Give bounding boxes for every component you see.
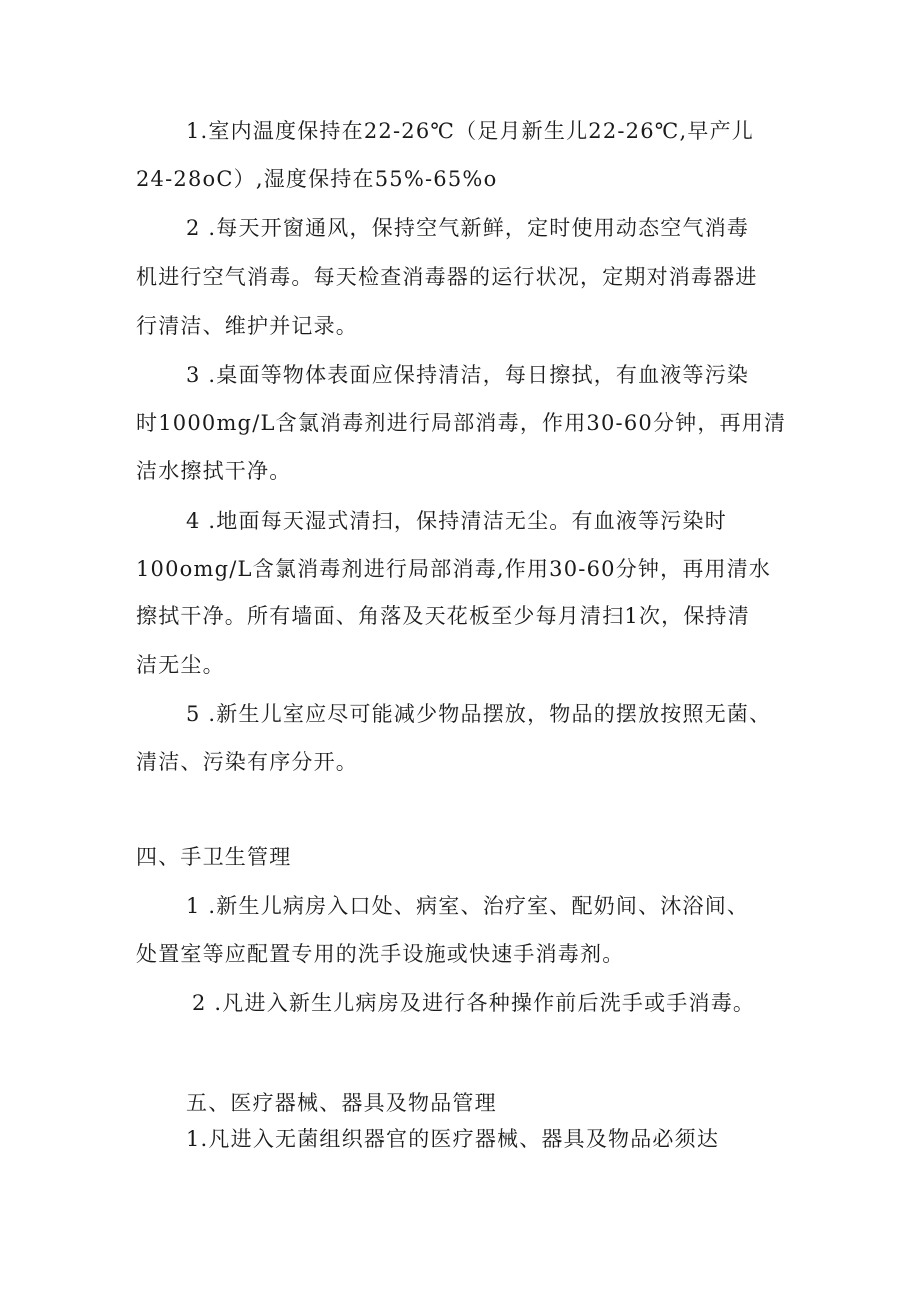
medical-devices-item-1: 1.凡进入无菌组织器官的医疗器械、器具及物品必须达: [186, 1127, 720, 1151]
section-heading-hand-hygiene: 四、手卫生管理: [136, 845, 292, 869]
paragraph-2-line-1: 2 .每天开窗通风，保持空气新鲜，定时使用动态空气消毒: [186, 216, 750, 240]
paragraph-4-line-1: 4 .地面每天湿式清扫，保持清洁无尘。有血液等污染时: [186, 509, 727, 533]
paragraph-1-line-1: 1.室内温度保持在22-26℃（足月新生儿22-26℃,早产儿: [186, 119, 754, 143]
hand-hygiene-item-2: 2 .凡进入新生儿病房及进行各种操作前后洗手或手消毒。: [192, 991, 756, 1015]
paragraph-2-line-3: 行清洁、维护并记录。: [136, 314, 358, 338]
paragraph-1-line-2: 24-28oC）,湿度保持在55%-65%o: [136, 167, 498, 191]
paragraph-5-line-2: 清洁、污染有序分开。: [136, 750, 358, 774]
hand-hygiene-item-1-line-1: 1 .新生儿病房入口处、病室、治疗室、配奶间、沐浴间、: [186, 894, 750, 918]
paragraph-3-line-2: 时1000mg/L含氯消毒剂进行局部消毒，作用30-60分钟，再用清: [136, 411, 787, 435]
section-heading-medical-devices: 五、医疗器械、器具及物品管理: [186, 1091, 497, 1115]
paragraph-5-line-1: 5 .新生儿室应尽可能减少物品摆放，物品的摆放按照无菌、: [186, 702, 772, 726]
paragraph-4-line-2: 100omg/L含氯消毒剂进行局部消毒,作用30-60分钟，再用清水: [136, 557, 772, 581]
paragraph-3-line-3: 洁水擦拭干净。: [136, 459, 292, 483]
paragraph-4-line-3: 擦拭干净。所有墙面、角落及天花板至少每月清扫1次，保持清: [136, 604, 750, 628]
paragraph-2-line-2: 机进行空气消毒。每天检查消毒器的运行状况，定期对消毒器进: [136, 265, 758, 289]
hand-hygiene-item-1-line-2: 处置室等应配置专用的洗手设施或快速手消毒剂。: [136, 942, 625, 966]
paragraph-4-line-4: 洁无尘。: [136, 653, 225, 677]
paragraph-3-line-1: 3 .桌面等物体表面应保持清洁，每日擦拭，有血液等污染: [186, 363, 750, 387]
